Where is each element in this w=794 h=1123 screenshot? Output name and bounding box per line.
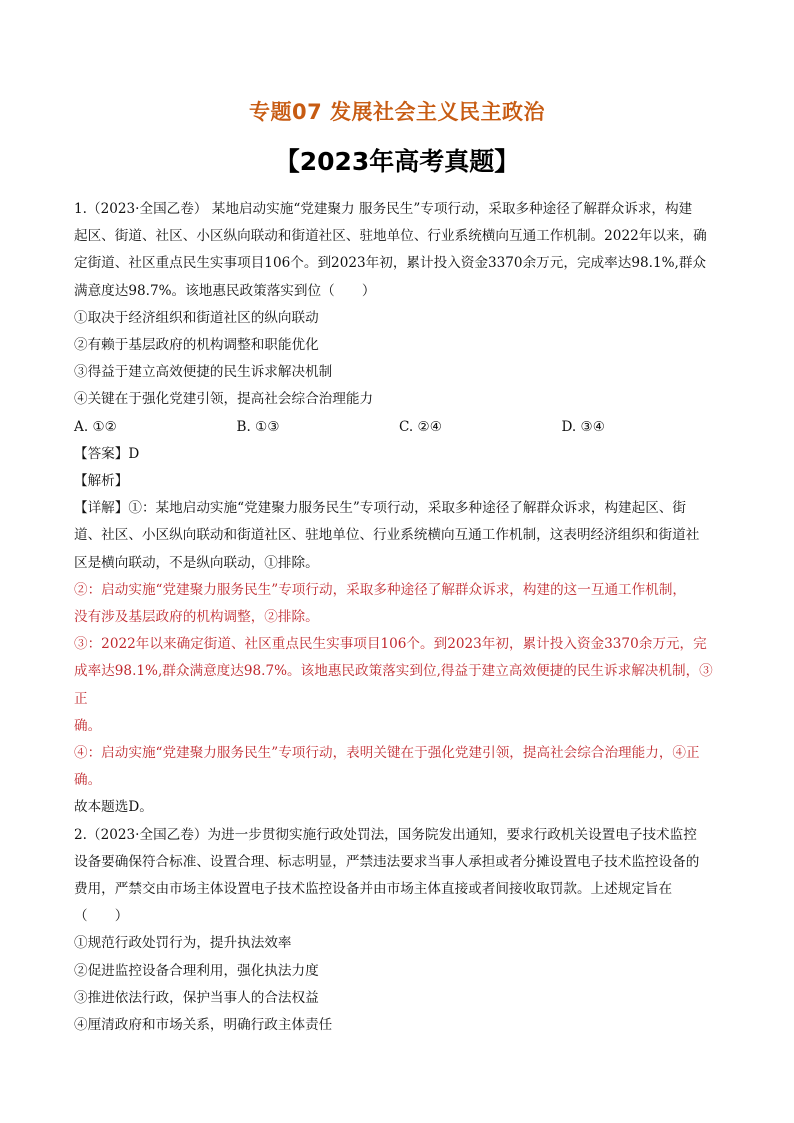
subject-title: 专题07 发展社会主义民主政治 bbox=[248, 100, 546, 124]
q1-options bbox=[74, 414, 724, 441]
q1-statement-1: ①取决于经济组织和街道社区的纵向联动 bbox=[74, 309, 319, 326]
q1-option-d: D. ③④ bbox=[561, 418, 605, 435]
q1-detail-line: 区是横向联动，不是纵向联动，①排除。 bbox=[74, 554, 319, 571]
q2-statement-3: ③推进依法行政，保护当事人的合法权益 bbox=[74, 989, 319, 1006]
q1-analysis-2-line: ②：启动实施“党建聚力服务民生”专项行动，采取多种途径了解群众诉求，构建的这一互通工作机制， bbox=[74, 581, 687, 598]
q1-analysis-4-line: ④：启动实施“党建聚力服务民生”专项行动，表明关键在于强化党建引领，提高社会综合治理能力，④正 bbox=[74, 745, 700, 762]
q1-analysis-4-line: 确。 bbox=[74, 772, 102, 789]
question-1 bbox=[74, 196, 724, 822]
q2-statement-2: ②促进监控设备合理利用，强化执法力度 bbox=[74, 962, 319, 979]
question-2 bbox=[74, 822, 724, 1040]
q1-analysis-3-line: ③：2022年以来确定街道、社区重点民生实事项目106个。到2023年初，累计投入资金3370余万元，完 bbox=[74, 636, 707, 653]
q1-stem-line: 1.（2023·全国乙卷） 某地启动实施“党建聚力 服务民生”专项行动，采取多种途径了解群众诉求，构建 bbox=[74, 201, 693, 217]
q1-analysis-label: 【解析】 bbox=[74, 473, 129, 490]
q1-detail-line: 【详解】①：某地启动实施“党建聚力服务民生”专项行动，采取多种途径了解群众诉求，构建起区、街 bbox=[74, 500, 687, 517]
q2-stem-line: （ ） bbox=[74, 908, 129, 925]
q2-stem-line: 2.（2023·全国乙卷）为进一步贯彻实施行政处罚法，国务院发出通知，要求行政机关设置电子技术监控 bbox=[74, 826, 697, 843]
q2-statement-1: ①规范行政处罚行为，提升执法效率 bbox=[74, 935, 292, 952]
question-content bbox=[74, 196, 724, 1039]
q1-detail-line: 道、社区、小区纵向联动和街道社区、驻地单位、行业系统横向互通工作机制，这表明经济组织和街道社 bbox=[74, 527, 700, 544]
q1-stem-line: 起区、街道、社区、小区纵向联动和街道社区、驻地单位、行业系统横向互通工作机制。2022年以来，确 bbox=[74, 228, 707, 245]
q1-stem-line: 满意度达98.7%。该地惠民政策落实到位（ ） bbox=[74, 282, 376, 299]
q1-analysis-3-line: 成率达98.1%,群众满意度达98.7%。该地惠民政策落实到位,得益于建立高效便捷的民生诉求解决机制，③正 bbox=[74, 663, 713, 707]
q1-option-b: B. ①③ bbox=[236, 418, 280, 435]
q1-stem-line: 定街道、社区重点民生实事项目106个。到2023年初，累计投入资金3370余万元，完成率达98.1%,群众 bbox=[74, 255, 707, 272]
q1-analysis-2-line: 没有涉及基层政府的机构调整，②排除。 bbox=[74, 609, 319, 626]
q2-stem-line: 设备要确保符合标准、设置合理、标志明显，严禁违法要求当事人承担或者分摊设置电子技术监控设备的 bbox=[74, 853, 700, 870]
q2-stem-line: 费用，严禁交由市场主体设置电子技术监控设备并由市场主体直接或者间接收取罚款。上述规定旨在 bbox=[74, 881, 673, 898]
q2-statement-4: ④厘清政府和市场关系，明确行政主体责任 bbox=[74, 1017, 333, 1034]
q1-analysis-3-line: 确。 bbox=[74, 717, 102, 734]
q1-conclusion: 故本题选D。 bbox=[74, 799, 153, 816]
section-title: 【2023年高考真题】 bbox=[274, 147, 520, 176]
q1-statement-4: ④关键在于强化党建引领，提高社会综合治理能力 bbox=[74, 391, 374, 408]
q1-statement-2: ②有赖于基层政府的机构调整和职能优化 bbox=[74, 337, 319, 354]
q1-option-c: C. ②④ bbox=[399, 418, 442, 435]
q1-statement-3: ③得益于建立高效便捷的民生诉求解决机制 bbox=[74, 364, 333, 381]
q1-answer: 【答案】D bbox=[74, 445, 140, 462]
q1-option-a: A. ①② bbox=[74, 418, 117, 435]
